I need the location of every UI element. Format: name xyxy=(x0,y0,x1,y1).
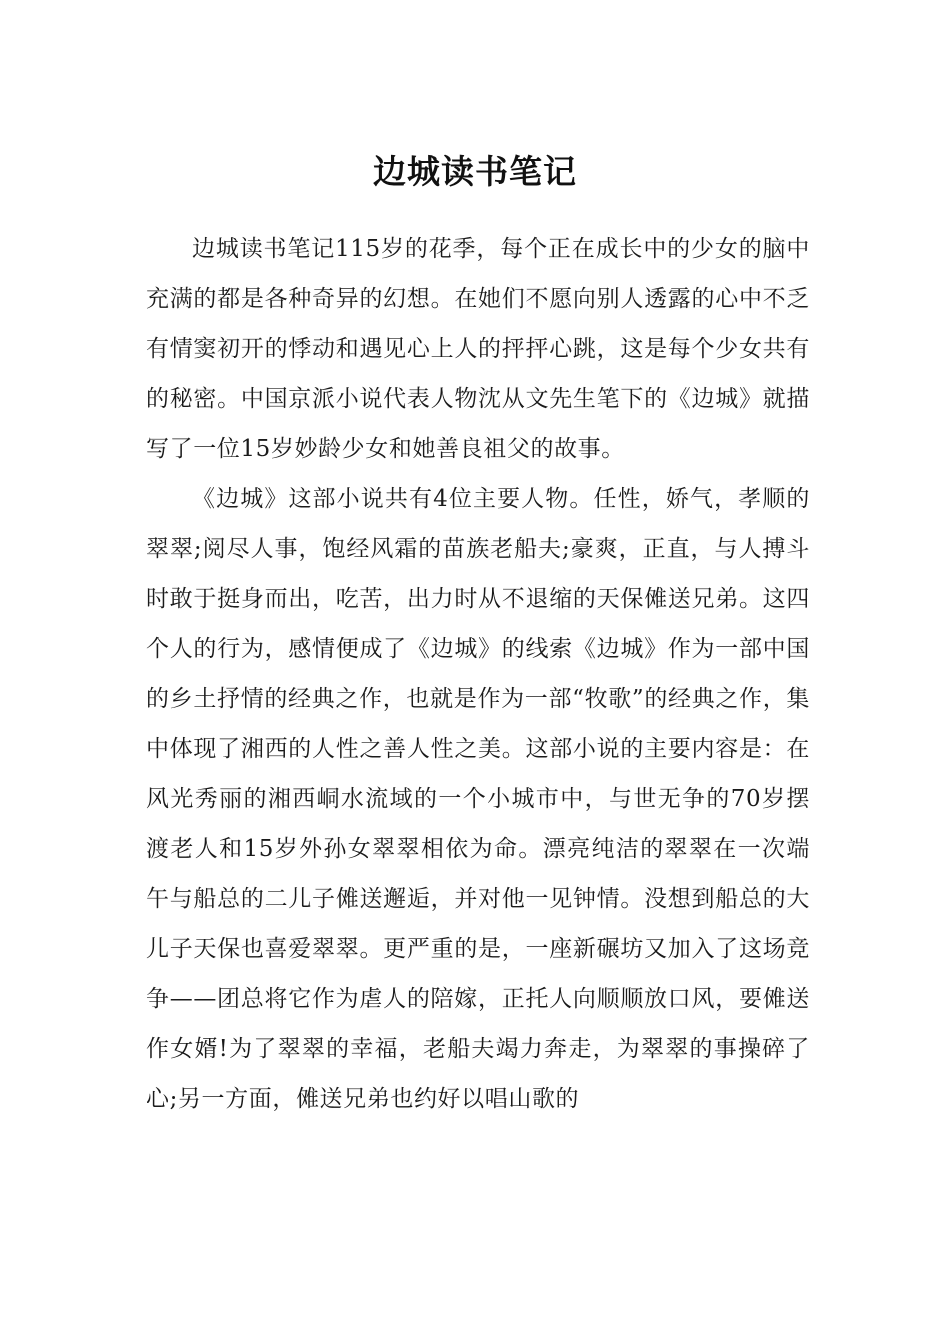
paragraph-1: 边城读书笔记115岁的花季，每个正在成长中的少女的脑中充满的都是各种奇异的幻想。在她们不愿向别人透露的心中不乏有情窦初开的悸动和遇见心上人的抨抨心跳，这是每个少女共有的秘密。中国京派小说代表人物沈从文先生笔下的《边城》就描写了一位15岁妙龄少女和她善良祖父的故事。 xyxy=(146,236,810,462)
paragraph-2: 《边城》这部小说共有4位主要人物。任性，娇气，孝顺的翠翠;阅尽人事，饱经风霜的苗族老船夫;豪爽，正直，与人搏斗时敢于挺身而出，吃苦，出力时从不退缩的天保傩送兄弟。这四个人的行为，感情便成了《边城》的线索《边城》作为一部中国的乡土抒情的经典之作，也就是作为一部“牧歌”的经典之作，集中体现了湘西的人性之善人性之美。这部小说的主要内容是：在风光秀丽的湘西峒水流域的一个小城市中，与世无争的70岁摆渡老人和15岁外孙女翠翠相依为命。漂亮纯洁的翠翠在一次端午与船总的二儿子傩送邂逅，并对他一见钟情。没想到船总的大儿子天保也喜爱翠翠。更严重的是，一座新碾坊又加入了这场竞争——团总将它作为虐人的陪嫁，正托人向顺顺放口风，要傩送作女婿!为了翠翠的幸福，老船夫竭力奔走，为翠翠的事操碎了心;另一方面，傩送兄弟也约好以唱山歌的 xyxy=(146,486,810,1112)
document-body xyxy=(146,224,810,1124)
document-title: 边城读书笔记 xyxy=(373,152,577,192)
